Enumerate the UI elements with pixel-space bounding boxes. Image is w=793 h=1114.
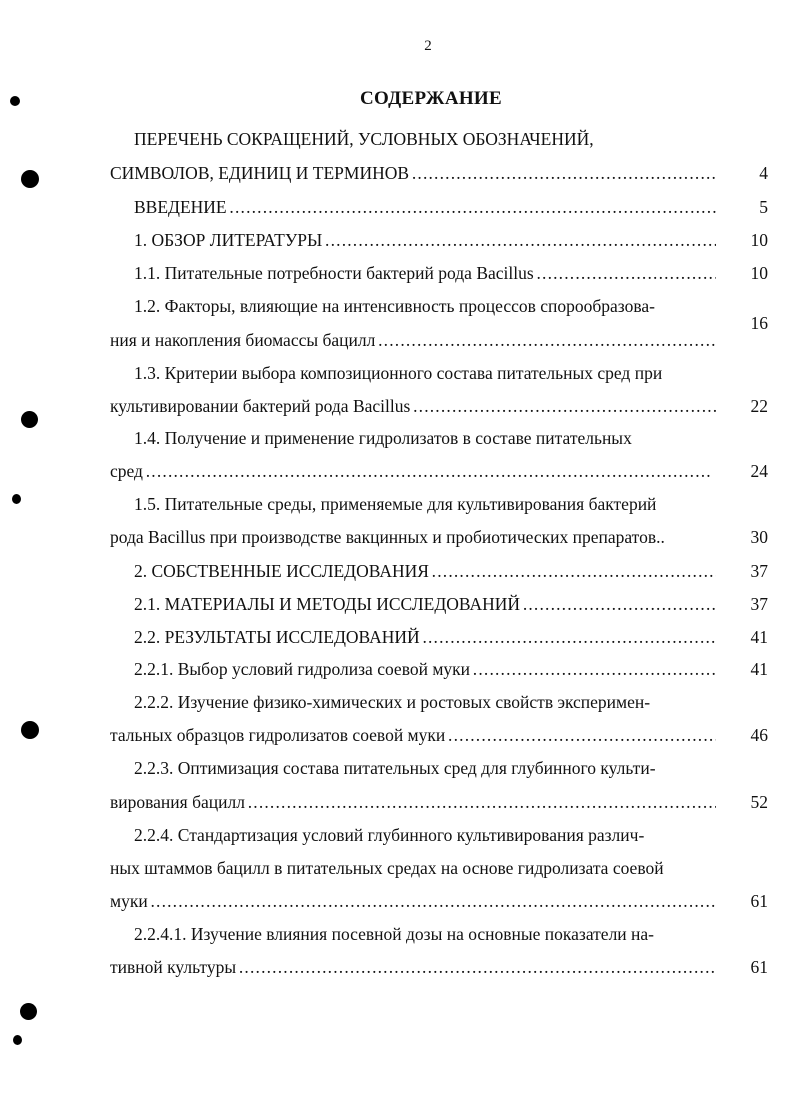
toc-entry-line: ных штаммов бацилл в питательных средах на основе гидролизата соевой (110, 858, 664, 878)
punch-hole-mark (10, 96, 20, 106)
toc-page-number: 41 (750, 659, 768, 679)
toc-entry-line: 2.2.2. Изучение физико-химических и ростовых свойств эксперимен- (134, 692, 651, 712)
toc-entry-line: 2.2.4.1. Изучение влияния посевной дозы на основные показатели на- (134, 924, 655, 944)
toc-entry-line: 1.3. Критерии выбора композиционного состава питательных сред при (134, 363, 663, 383)
toc-page-number: 41 (750, 627, 768, 647)
toc-page-number: 16 (750, 313, 768, 333)
toc-entry-line: рода Bacillus при производстве вакцинных и пробиотических препаратов.. (110, 527, 665, 547)
toc-entry-line: 2.2.1. Выбор условий гидролиза соевой муки . . . (134, 658, 716, 680)
toc-entry-line: ВВЕДЕНИЕ . . . (134, 196, 716, 218)
punch-hole-mark (13, 1035, 22, 1045)
toc-page-number: 61 (750, 891, 768, 911)
toc-entry-line: сред . . . (110, 460, 716, 482)
toc-page-number: 37 (750, 594, 768, 614)
toc-entry-line: муки . . . (110, 890, 716, 912)
toc-page-number: 10 (750, 230, 768, 250)
toc-entry-line: ния и накопления биомассы бацилл . . . (110, 329, 716, 351)
toc-page-number: 37 (750, 561, 768, 581)
toc-entry-line: ПЕРЕЧЕНЬ СОКРАЩЕНИЙ, УСЛОВНЫХ ОБОЗНАЧЕНИЙ, (134, 129, 594, 149)
toc-entry-line: 1.4. Получение и применение гидролизатов в составе питательных (134, 428, 632, 448)
toc-entry-line: тальных образцов гидролизатов соевой муки . . . (110, 724, 716, 746)
toc-page-number: 24 (750, 461, 768, 481)
toc-entry-line: 2.2. РЕЗУЛЬТАТЫ ИССЛЕДОВАНИЙ . . . (134, 626, 716, 648)
punch-hole-mark (21, 411, 38, 428)
toc-entry-line: 1. ОБЗОР ЛИТЕРАТУРЫ . . . (134, 229, 716, 251)
toc-entry-line: 2.2.4. Стандартизация условий глубинного культивирования различ- (134, 825, 645, 845)
page-number: 2 (424, 38, 432, 54)
toc-page-number: 46 (750, 725, 768, 745)
toc-title: СОДЕРЖАНИЕ (360, 88, 502, 109)
toc-page-number: 61 (750, 957, 768, 977)
toc-entry-line: 1.2. Факторы, влияющие на интенсивность процессов спорообразова- (134, 296, 655, 316)
toc-entry-line: 2. СОБСТВЕННЫЕ ИССЛЕДОВАНИЯ . . . (134, 560, 716, 582)
toc-entry-line: 2.2.3. Оптимизация состава питательных сред для глубинного культи- (134, 758, 656, 778)
toc-entry-line: 1.5. Питательные среды, применяемые для культивирования бактерий (134, 494, 657, 514)
punch-hole-mark (12, 494, 21, 504)
punch-hole-mark (21, 721, 39, 739)
punch-hole-mark (20, 1003, 37, 1020)
toc-page-number: 22 (750, 396, 768, 416)
toc-entry-line: тивной культуры . . . (110, 956, 716, 978)
toc-page-number: 52 (750, 792, 768, 812)
toc-entry-line: вирования бацилл . . . (110, 791, 716, 813)
toc-entry-line: 2.1. МАТЕРИАЛЫ И МЕТОДЫ ИССЛЕДОВАНИЙ . . . (134, 593, 716, 615)
toc-page-number: 30 (750, 527, 768, 547)
toc-page-number: 10 (750, 263, 768, 283)
punch-hole-mark (21, 170, 39, 188)
toc-page-number: 4 (759, 163, 768, 183)
toc-page-number: 5 (759, 197, 768, 217)
toc-entry-line: культивировании бактерий рода Bacillus . . . (110, 395, 716, 417)
toc-entry-line: 1.1. Питательные потребности бактерий рода Bacillus . . . (134, 262, 716, 284)
toc-entry-line: СИМВОЛОВ, ЕДИНИЦ И ТЕРМИНОВ . . . (110, 162, 716, 184)
